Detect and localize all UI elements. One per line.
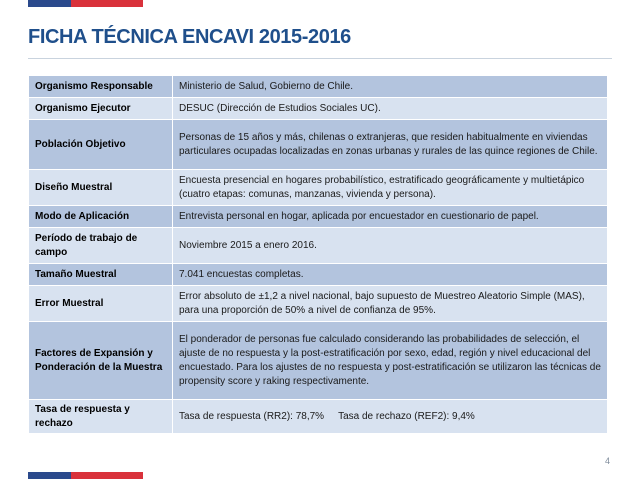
row-value: Noviembre 2015 a enero 2016. (173, 228, 608, 264)
row-label: Tasa de respuesta y rechazo (29, 400, 173, 434)
page-number: 4 (604, 456, 610, 466)
slide-title: FICHA TÉCNICA ENCAVI 2015-2016 (28, 26, 351, 48)
table-row (29, 228, 608, 264)
row-value: Encuesta presencial en hogares probabilístico, estratificado geográficamente y multietápico (cuatro etapas: comunas, manzanas, vivienda y persona). (173, 170, 608, 206)
table-row (29, 286, 608, 322)
row-value: DESUC (Dirección de Estudios Sociales UC). (173, 98, 608, 120)
row-label: Población Objetivo (29, 120, 173, 170)
row-value: Ministerio de Salud, Gobierno de Chile. (173, 76, 608, 98)
table-row (29, 206, 608, 228)
row-value: Error absoluto de ±1,2 a nivel nacional, bajo supuesto de Muestreo Aleatorio Simple (MAS), para una proporción de 50% a nivel de confianza de 95%. (173, 286, 608, 322)
table-row (29, 76, 608, 98)
row-label: Diseño Muestral (29, 170, 173, 206)
row-label: Factores de Expansión y Ponderación de la Muestra (29, 322, 173, 400)
row-value: Entrevista personal en hogar, aplicada por encuestador en cuestionario de papel. (173, 206, 608, 228)
technical-sheet-table (28, 75, 608, 434)
bottom-flag-bar (28, 472, 143, 479)
row-label: Período de trabajo de campo (29, 228, 173, 264)
table-row (29, 170, 608, 206)
table-row (29, 264, 608, 286)
row-label: Tamaño Muestral (29, 264, 173, 286)
title-divider (28, 58, 612, 59)
table-row (29, 322, 608, 400)
row-value: 7.041 encuestas completas. (173, 264, 608, 286)
row-label: Organismo Responsable (29, 76, 173, 98)
table-row (29, 400, 608, 434)
row-label: Modo de Aplicación (29, 206, 173, 228)
top-flag-bar (28, 0, 143, 7)
row-value (173, 400, 608, 434)
row-label: Error Muestral (29, 286, 173, 322)
refusal-rate-text: Tasa de rechazo (REF2): 9,4% (338, 410, 475, 422)
row-label: Organismo Ejecutor (29, 98, 173, 120)
table-row (29, 120, 608, 170)
response-rate-text: Tasa de respuesta (RR2): 78,7% (179, 410, 325, 422)
row-value: Personas de 15 años y más, chilenas o extranjeras, que residen habitualmente en viviendas particulares ocupadas localizadas en zonas urbanas y rurales de las quince regiones de Chile. (173, 120, 608, 170)
table-row (29, 98, 608, 120)
row-value: El ponderador de personas fue calculado considerando las probabilidades de selección, el ajuste de no respuesta y la post-estratificación por sexo, edad, región y nivel educacional del encuestado. Para los ajustes de no respuesta y post-estratificación se utilizaron las técnicas de propensity score y raking respectivamente. (173, 322, 608, 400)
